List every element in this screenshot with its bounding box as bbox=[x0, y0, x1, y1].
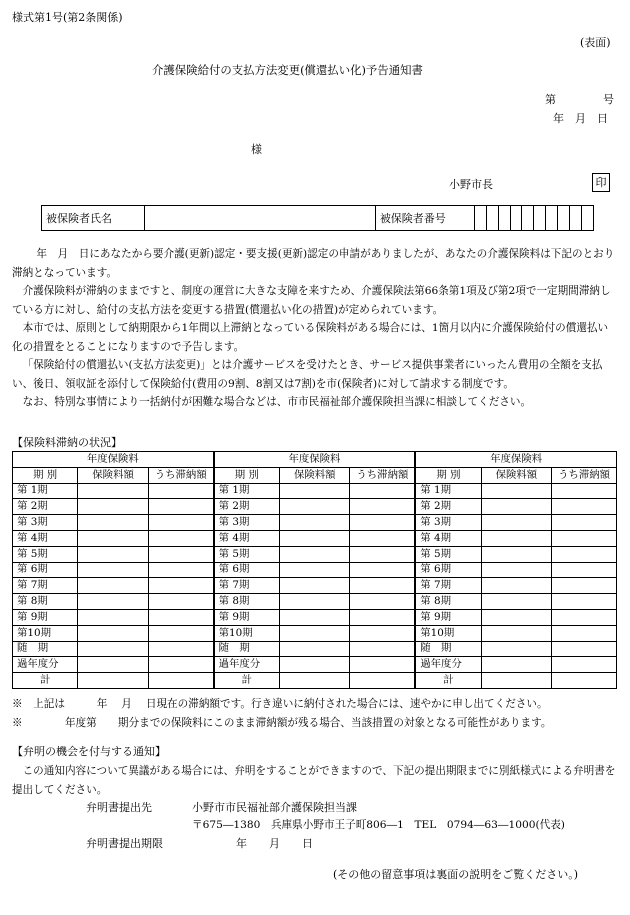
body-paragraph-2: 介護保険料が滞納のままですと、制度の運営に大きな支障を来すため、介護保険法第66条第1項及び第2項で一定期間滞納している方に対し、給付の支払方法を変更する措置(償還払い化の措置)が定められています。 bbox=[12, 285, 611, 316]
col-unpaid: うち滞納額 bbox=[552, 467, 617, 483]
year-header-1: 年度保険料 bbox=[13, 452, 214, 468]
period-label: 第 7期 bbox=[214, 578, 280, 594]
col-amount: 保険料額 bbox=[78, 467, 149, 483]
table-row bbox=[13, 530, 617, 546]
premium-amount-cell bbox=[78, 673, 149, 689]
period-label: 第10期 bbox=[415, 625, 481, 641]
premium-amount-cell bbox=[279, 673, 350, 689]
number-go: 号 bbox=[603, 93, 614, 106]
number-dai: 第 bbox=[545, 93, 556, 106]
period-label: 第 2期 bbox=[13, 499, 78, 515]
submission-destination: 小野市市民福祉部介護保険担当課 bbox=[192, 801, 357, 814]
period-label: 第 2期 bbox=[415, 499, 481, 515]
period-label: 過年度分 bbox=[214, 657, 280, 673]
col-unpaid: うち滞納額 bbox=[350, 467, 415, 483]
year-header-3: 年度保険料 bbox=[415, 452, 616, 468]
premium-amount-cell bbox=[481, 546, 552, 562]
table-row bbox=[13, 609, 617, 625]
period-label: 第 5期 bbox=[214, 546, 280, 562]
table-row bbox=[13, 515, 617, 531]
period-label: 第 3期 bbox=[13, 515, 78, 531]
period-label: 第 4期 bbox=[13, 530, 78, 546]
period-label: 第 4期 bbox=[214, 530, 280, 546]
period-label: 第 6期 bbox=[415, 562, 481, 578]
unpaid-amount-cell bbox=[350, 483, 415, 499]
body-paragraph-1: 年 月 日にあなたから要介護(更新)認定・要支援(更新)認定の申請がありましたが、あなたの介護保険料は下記のとおり滞納となっています。 bbox=[12, 248, 615, 279]
unpaid-amount-cell bbox=[552, 562, 617, 578]
period-label: 第10期 bbox=[214, 625, 280, 641]
table-row bbox=[13, 546, 617, 562]
table-row bbox=[13, 673, 617, 689]
appeal-text: この通知内容について異議がある場合には、弁明をすることができますので、下記の提出期限までに別紙様式による弁明書を提出してください。 bbox=[12, 765, 616, 796]
unpaid-amount-cell bbox=[350, 530, 415, 546]
period-label: 第10期 bbox=[13, 625, 78, 641]
period-label: 過年度分 bbox=[13, 657, 78, 673]
premium-amount-cell bbox=[481, 515, 552, 531]
unpaid-amount-cell bbox=[350, 546, 415, 562]
premium-amount-cell bbox=[279, 657, 350, 673]
premium-amount-cell bbox=[78, 530, 149, 546]
table-row bbox=[13, 625, 617, 641]
insured-name-label: 被保険者氏名 bbox=[42, 206, 145, 231]
form-number: 様式第1号(第2条関係) bbox=[12, 11, 123, 24]
col-period: 期 別 bbox=[415, 467, 481, 483]
period-label: 第 9期 bbox=[415, 609, 481, 625]
premium-amount-cell bbox=[279, 546, 350, 562]
premium-amount-cell bbox=[481, 625, 552, 641]
unpaid-amount-cell bbox=[552, 673, 617, 689]
unpaid-amount-cell bbox=[350, 499, 415, 515]
unpaid-amount-cell bbox=[552, 641, 617, 657]
premium-amount-cell bbox=[78, 499, 149, 515]
premium-amount-cell bbox=[279, 578, 350, 594]
year-header-2: 年度保険料 bbox=[214, 452, 416, 468]
period-label: 第 7期 bbox=[13, 578, 78, 594]
premium-amount-cell bbox=[279, 625, 350, 641]
unpaid-amount-cell bbox=[552, 609, 617, 625]
unpaid-amount-cell bbox=[552, 578, 617, 594]
body-paragraph-3: 本市では、原則として納期限から1年間以上滞納となっている保険料がある場合には、1箇月以内に介護保険給付の償還払い化の措置をとることになりますので予告します。 bbox=[12, 322, 609, 353]
period-label: 随 期 bbox=[13, 641, 78, 657]
premium-amount-cell bbox=[78, 515, 149, 531]
unpaid-amount-cell bbox=[350, 578, 415, 594]
unpaid-amount-cell bbox=[350, 594, 415, 610]
unpaid-amount-cell bbox=[552, 657, 617, 673]
table-row bbox=[13, 499, 617, 515]
submission-address: 〒675―1380 兵庫県小野市王子町806―1 TEL 0794―63―1000(代表) bbox=[192, 819, 565, 831]
period-label: 計 bbox=[415, 673, 481, 689]
insured-name-value bbox=[144, 206, 375, 231]
unpaid-amount-cell bbox=[552, 546, 617, 562]
unpaid-amount-cell bbox=[148, 483, 213, 499]
period-label: 第 8期 bbox=[415, 594, 481, 610]
period-label: 第 3期 bbox=[415, 515, 481, 531]
period-label: 第 5期 bbox=[415, 546, 481, 562]
premium-amount-cell bbox=[78, 609, 149, 625]
premium-amount-cell bbox=[481, 499, 552, 515]
side-label: (表面) bbox=[580, 36, 611, 49]
appeal-section-title: 【弁明の機会を付与する通知】 bbox=[12, 745, 166, 758]
unpaid-amount-cell bbox=[350, 515, 415, 531]
period-label: 第 1期 bbox=[214, 483, 280, 499]
unpaid-amount-cell bbox=[350, 625, 415, 641]
seal-mark: 印 bbox=[592, 173, 610, 192]
table-row bbox=[13, 562, 617, 578]
body-paragraph-4: 「保険給付の償還払い(支払方法変更)」とは介護サービスを受けたとき、サービス提供事業者にいったん費用の全額を支払い、後日、領収証を添付して保険給付(費用の9割、8割又は7割)を市(保険者)に対して請求する制度です。 bbox=[12, 359, 603, 390]
premium-amount-cell bbox=[78, 657, 149, 673]
insured-info-table bbox=[41, 205, 594, 231]
unpaid-amount-cell bbox=[350, 657, 415, 673]
period-label: 第 8期 bbox=[214, 594, 280, 610]
premium-amount-cell bbox=[481, 530, 552, 546]
unpaid-amount-cell bbox=[148, 673, 213, 689]
period-label: 計 bbox=[214, 673, 280, 689]
premium-amount-cell bbox=[78, 594, 149, 610]
premium-amount-cell bbox=[78, 578, 149, 594]
premium-amount-cell bbox=[279, 594, 350, 610]
premium-amount-cell bbox=[78, 546, 149, 562]
premium-status-table bbox=[12, 451, 617, 689]
unpaid-amount-cell bbox=[148, 515, 213, 531]
premium-amount-cell bbox=[78, 625, 149, 641]
unpaid-amount-cell bbox=[350, 673, 415, 689]
col-period: 期 別 bbox=[214, 467, 280, 483]
period-label: 第 3期 bbox=[214, 515, 280, 531]
period-label: 第 1期 bbox=[13, 483, 78, 499]
premium-amount-cell bbox=[481, 673, 552, 689]
premium-amount-cell bbox=[481, 562, 552, 578]
period-label: 第 7期 bbox=[415, 578, 481, 594]
period-label: 第 2期 bbox=[214, 499, 280, 515]
premium-amount-cell bbox=[78, 562, 149, 578]
premium-amount-cell bbox=[279, 609, 350, 625]
premium-amount-cell bbox=[481, 594, 552, 610]
unpaid-amount-cell bbox=[552, 515, 617, 531]
premium-amount-cell bbox=[279, 562, 350, 578]
premium-amount-cell bbox=[481, 483, 552, 499]
unpaid-amount-cell bbox=[350, 562, 415, 578]
premium-amount-cell bbox=[279, 515, 350, 531]
period-label: 第 9期 bbox=[13, 609, 78, 625]
premium-amount-cell bbox=[78, 483, 149, 499]
footer-note: (その他の留意事項は裏面の説明をご覧ください。) bbox=[333, 868, 579, 881]
period-label: 計 bbox=[13, 673, 78, 689]
premium-amount-cell bbox=[279, 483, 350, 499]
unpaid-amount-cell bbox=[552, 530, 617, 546]
unpaid-amount-cell bbox=[148, 578, 213, 594]
addressee-sama: 様 bbox=[251, 143, 262, 156]
unpaid-amount-cell bbox=[148, 546, 213, 562]
unpaid-amount-cell bbox=[552, 594, 617, 610]
insured-number-label: 被保険者番号 bbox=[375, 206, 474, 231]
mayor-name: 小野市長 bbox=[449, 178, 493, 191]
table-row bbox=[13, 657, 617, 673]
period-label: 第 4期 bbox=[415, 530, 481, 546]
period-label: 第 9期 bbox=[214, 609, 280, 625]
submission-deadline-label: 弁明書提出期限 bbox=[86, 837, 163, 850]
submission-destination-label: 弁明書提出先 bbox=[86, 801, 152, 814]
unpaid-amount-cell bbox=[148, 657, 213, 673]
premium-amount-cell bbox=[279, 499, 350, 515]
unpaid-amount-cell bbox=[148, 499, 213, 515]
document-title: 介護保険給付の支払方法変更(償還払い化)予告通知書 bbox=[152, 63, 423, 77]
table-row bbox=[13, 483, 617, 499]
premium-amount-cell bbox=[481, 609, 552, 625]
col-period: 期 別 bbox=[13, 467, 78, 483]
unpaid-amount-cell bbox=[552, 483, 617, 499]
unpaid-amount-cell bbox=[148, 625, 213, 641]
unpaid-amount-cell bbox=[148, 594, 213, 610]
period-label: 第 6期 bbox=[13, 562, 78, 578]
table-row bbox=[13, 641, 617, 657]
unpaid-amount-cell bbox=[148, 530, 213, 546]
period-label: 随 期 bbox=[415, 641, 481, 657]
premium-amount-cell bbox=[279, 530, 350, 546]
unpaid-amount-cell bbox=[148, 609, 213, 625]
period-label: 随 期 bbox=[214, 641, 280, 657]
unpaid-amount-cell bbox=[552, 499, 617, 515]
premium-amount-cell bbox=[78, 641, 149, 657]
unpaid-amount-cell bbox=[552, 625, 617, 641]
premium-amount-cell bbox=[481, 641, 552, 657]
period-label: 第 1期 bbox=[415, 483, 481, 499]
premium-amount-cell bbox=[481, 657, 552, 673]
unpaid-amount-cell bbox=[350, 641, 415, 657]
period-label: 第 6期 bbox=[214, 562, 280, 578]
note-2: ※ 年度第 期分までの保険料にこのまま滞納額が残る場合、当該措置の対象となる可能性があります。 bbox=[12, 717, 552, 729]
period-label: 第 5期 bbox=[13, 546, 78, 562]
body-paragraph-5: なお、特別な事情により一括納付が困難な場合などは、市市民福祉部介護保険担当課に相談してください。 bbox=[22, 396, 532, 408]
submission-deadline: 年 月 日 bbox=[236, 837, 313, 850]
status-section-title: 【保険料滞納の状況】 bbox=[12, 436, 122, 449]
period-label: 第 8期 bbox=[13, 594, 78, 610]
period-label: 過年度分 bbox=[415, 657, 481, 673]
col-unpaid: うち滞納額 bbox=[148, 467, 213, 483]
table-row bbox=[13, 578, 617, 594]
col-amount: 保険料額 bbox=[279, 467, 350, 483]
premium-amount-cell bbox=[481, 578, 552, 594]
unpaid-amount-cell bbox=[148, 641, 213, 657]
premium-amount-cell bbox=[279, 641, 350, 657]
table-row bbox=[13, 594, 617, 610]
col-amount: 保険料額 bbox=[481, 467, 552, 483]
issue-date: 年 月 日 bbox=[553, 112, 608, 125]
unpaid-amount-cell bbox=[350, 609, 415, 625]
note-1: ※ 上記は 年 月 日現在の滞納額です。行き違いに納付された場合には、速やかに申し出てください。 bbox=[12, 698, 548, 710]
unpaid-amount-cell bbox=[148, 562, 213, 578]
